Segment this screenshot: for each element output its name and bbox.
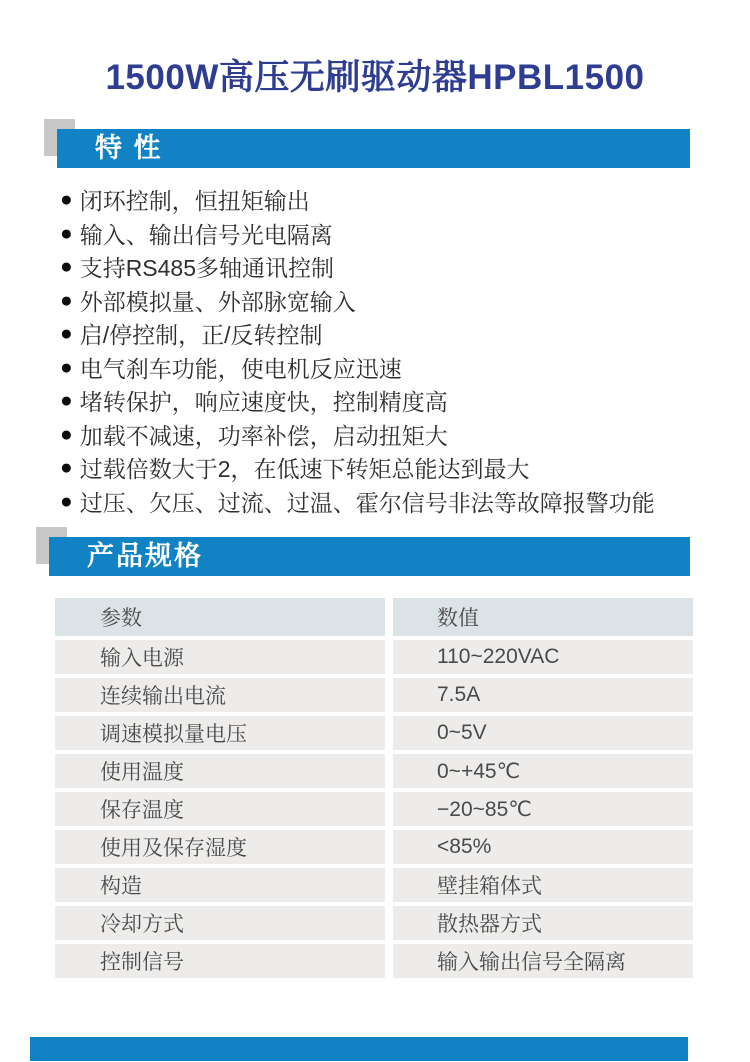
bullet-icon: ● bbox=[60, 489, 73, 513]
table-header-row bbox=[55, 598, 693, 636]
bullet-icon: ● bbox=[60, 288, 73, 312]
list-item bbox=[60, 317, 710, 351]
list-item bbox=[60, 183, 710, 217]
bullet-icon: ● bbox=[60, 322, 73, 346]
bullet-icon: ● bbox=[60, 389, 73, 413]
param-cell: 调速模拟量电压 bbox=[55, 716, 385, 750]
page-title: 1500W高压无刷驱动器HPBL1500 bbox=[105, 58, 645, 97]
list-item bbox=[60, 451, 710, 485]
feature-text: 过载倍数大于2，在低速下转矩总能达到最大 bbox=[79, 456, 530, 483]
table-row bbox=[55, 754, 693, 788]
table-row bbox=[55, 868, 693, 902]
list-item bbox=[60, 485, 710, 519]
param-cell: 输入电源 bbox=[55, 640, 385, 674]
table-row bbox=[55, 906, 693, 940]
list-item bbox=[60, 384, 710, 418]
value-cell: 0~+45℃ bbox=[393, 754, 693, 788]
footer-accent-bar bbox=[30, 1037, 688, 1061]
table-row bbox=[55, 678, 693, 712]
bullet-icon: ● bbox=[60, 188, 73, 212]
table-row bbox=[55, 640, 693, 674]
bullet-icon: ● bbox=[60, 221, 73, 245]
table-row bbox=[55, 830, 693, 864]
feature-text: 启/停控制，正/反转控制 bbox=[79, 322, 323, 349]
feature-text: 堵转保护，响应速度快，控制精度高 bbox=[79, 389, 448, 416]
feature-text: 加载不减速，功率补偿，启动扭矩大 bbox=[79, 422, 448, 449]
value-cell: −20~85℃ bbox=[393, 792, 693, 826]
specs-heading: 产品规格 bbox=[87, 541, 203, 571]
specs-section-header bbox=[49, 537, 690, 576]
param-cell: 控制信号 bbox=[55, 944, 385, 978]
spec-table bbox=[55, 598, 693, 982]
list-item bbox=[60, 284, 710, 318]
param-cell: 使用及保存湿度 bbox=[55, 830, 385, 864]
value-cell: 壁挂箱体式 bbox=[393, 868, 693, 902]
value-cell: 0~5V bbox=[393, 716, 693, 750]
features-list bbox=[60, 183, 710, 518]
param-column-header: 参数 bbox=[55, 598, 385, 636]
specs-header-bar bbox=[49, 537, 690, 576]
table-row bbox=[55, 716, 693, 750]
features-section-header bbox=[57, 129, 690, 168]
value-column-header: 数值 bbox=[393, 598, 693, 636]
param-cell: 保存温度 bbox=[55, 792, 385, 826]
features-heading: 特 性 bbox=[95, 133, 163, 163]
table-row bbox=[55, 792, 693, 826]
feature-text: 过压、欠压、过流、过温、霍尔信号非法等故障报警功能 bbox=[79, 489, 655, 516]
list-item bbox=[60, 250, 710, 284]
feature-text: 闭环控制，恒扭矩输出 bbox=[79, 188, 310, 215]
features-header-bar bbox=[57, 129, 690, 168]
feature-text: 支持RS485多轴通讯控制 bbox=[79, 255, 335, 282]
value-cell: 输入输出信号全隔离 bbox=[393, 944, 693, 978]
list-item bbox=[60, 217, 710, 251]
value-cell: <85% bbox=[393, 830, 693, 864]
list-item bbox=[60, 418, 710, 452]
table-row bbox=[55, 944, 693, 978]
feature-text: 外部模拟量、外部脉宽输入 bbox=[79, 288, 356, 315]
value-cell: 散热器方式 bbox=[393, 906, 693, 940]
param-cell: 冷却方式 bbox=[55, 906, 385, 940]
feature-text: 输入、输出信号光电隔离 bbox=[79, 221, 333, 248]
param-cell: 构造 bbox=[55, 868, 385, 902]
param-cell: 使用温度 bbox=[55, 754, 385, 788]
bullet-icon: ● bbox=[60, 255, 73, 279]
value-cell: 7.5A bbox=[393, 678, 693, 712]
bullet-icon: ● bbox=[60, 422, 73, 446]
bullet-icon: ● bbox=[60, 456, 73, 480]
feature-text: 电气刹车功能，使电机反应迅速 bbox=[79, 355, 402, 382]
bullet-icon: ● bbox=[60, 355, 73, 379]
list-item bbox=[60, 351, 710, 385]
value-cell: 110~220VAC bbox=[393, 640, 693, 674]
param-cell: 连续输出电流 bbox=[55, 678, 385, 712]
